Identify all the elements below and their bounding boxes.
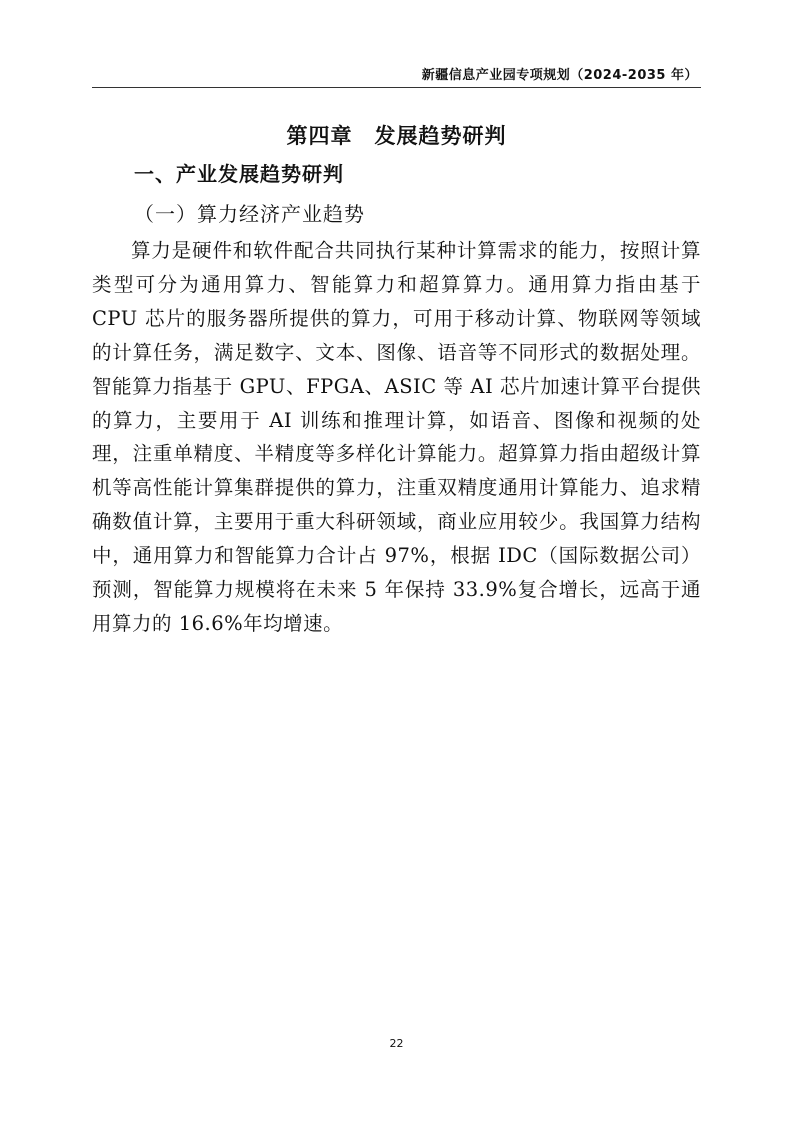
body-paragraph: 算力是硬件和软件配合共同执行某种计算需求的能力，按照计算类型可分为通用算力、智能算力和超算算力。通用算力指由基于 CPU 芯片的服务器所提供的算力，可用于移动计算、物联网等领域的计算任务，满足数字、文本、图像、语音等不同形式的数据处理。智能算力指基于 GPU、FPGA、ASIC 等 AI 芯片加速计算平台提供的算力，主要用于 AI 训练和推理计算，如语音、图像和视频的处理，注重单精度、半精度等多样化计算能力。超算算力指由超级计算机等高性能计算集群提供的算力，注重双精度通用计算能力、追求精确数值计算，主要用于重大科研领域，商业应用较少。我国算力结构中，通用算力和智能算力合计占 97%，根据 IDC（国际数据公司）预测，智能算力规模将在未来 5 年保持 33.9%复合增长，远高于通用算力的 16.6%年均增速。 <box>92 239 701 635</box>
page-number: 22 <box>389 1037 404 1050</box>
subsection-heading: （一）算力经济产业趋势 <box>134 202 365 226</box>
header-rule <box>92 87 701 88</box>
section-heading: 一、产业发展趋势研判 <box>134 162 344 186</box>
running-header: 新疆信息产业园专项规划（2024-2035 年） <box>421 68 698 83</box>
chapter-title: 第四章 发展趋势研判 <box>286 124 507 148</box>
